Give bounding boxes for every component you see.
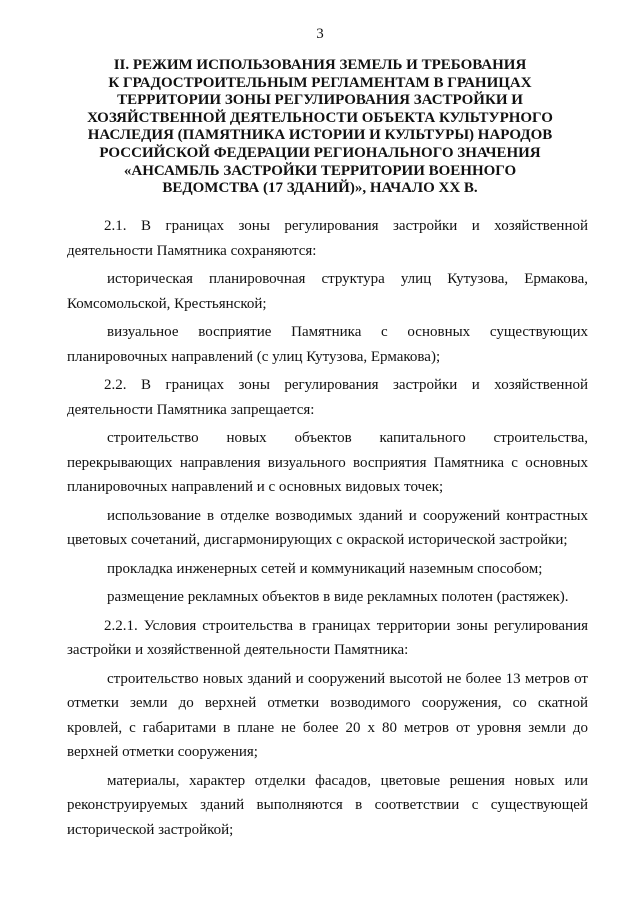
heading-line: РОССИЙСКОЙ ФЕДЕРАЦИИ РЕГИОНАЛЬНОГО ЗНАЧЕНИЯ	[99, 144, 541, 161]
heading-line: II. РЕЖИМ ИСПОЛЬЗОВАНИЯ ЗЕМЕЛЬ И ТРЕБОВАНИЯ	[113, 57, 527, 73]
paragraph: строительство новых зданий и сооружений высотой не более 13 метров от отметки земли до верхней отметки возводимого сооружения, со скатной кровлей, с габаритами в плане не более 20 х 80 метров от уровня земли до верхней отметки сооружения;	[67, 670, 588, 760]
section-heading	[80, 57, 560, 198]
heading-line: ВЕДОМСТВА (17 ЗДАНИЙ)», НАЧАЛО XX В.	[162, 180, 478, 197]
paragraph: строительство новых объектов капитального строительства, перекрывающих направления визуального восприятия Памятника с основных планировочных направлений и с основных видовых точек;	[67, 430, 588, 495]
paragraph: историческая планировочная структура улиц Кутузова, Ермакова, Комсомольской, Крестьянской;	[67, 271, 588, 312]
heading-line: «АНСАМБЛЬ ЗАСТРОЙКИ ТЕРРИТОРИИ ВОЕННОГО	[123, 162, 517, 179]
heading-line: К ГРАДОСТРОИТЕЛЬНЫМ РЕГЛАМЕНТАМ В ГРАНИЦАХ	[108, 74, 532, 91]
heading-line: ХОЗЯЙСТВЕННОЙ ДЕЯТЕЛЬНОСТИ ОБЪЕКТА КУЛЬТУРНОГО	[87, 109, 553, 126]
paragraph: материалы, характер отделки фасадов, цветовые решения новых или реконструируемых зданий выполняются в соответствии с существующей исторической застройкой;	[67, 772, 588, 838]
paragraph: использование в отделке возводимых зданий и сооружений контрастных цветовых сочетаний, дисгармонирующих с окраской исторической застройки;	[67, 507, 588, 548]
paragraph: размещение рекламных объектов в виде рекламных полотен (растяжек).	[107, 589, 569, 605]
paragraph-2-2: 2.2. В границах зоны регулирования застройки и хозяйственной деятельности Памятника запрещается:	[67, 377, 588, 418]
heading-line: НАСЛЕДИЯ (ПАМЯТНИКА ИСТОРИИ И КУЛЬТУРЫ) НАРОДОВ	[87, 127, 553, 144]
paragraph-2-2-1: 2.2.1. Условия строительства в границах территории зоны регулирования застройки и хозяйственной деятельности Памятника:	[67, 617, 588, 658]
heading-line: ТЕРРИТОРИИ ЗОНЫ РЕГУЛИРОВАНИЯ ЗАСТРОЙКИ И	[117, 92, 523, 109]
document-body	[67, 214, 588, 846]
paragraph: прокладка инженерных сетей и коммуникаций наземным способом;	[107, 560, 543, 577]
paragraph-2-1: 2.1. В границах зоны регулирования застройки и хозяйственной деятельности Памятника сохраняются:	[67, 218, 588, 259]
page-number: 3	[316, 26, 324, 42]
paragraph: визуальное восприятие Памятника с основных существующих планировочных направлений (с улиц Кутузова, Ермакова);	[67, 324, 588, 365]
